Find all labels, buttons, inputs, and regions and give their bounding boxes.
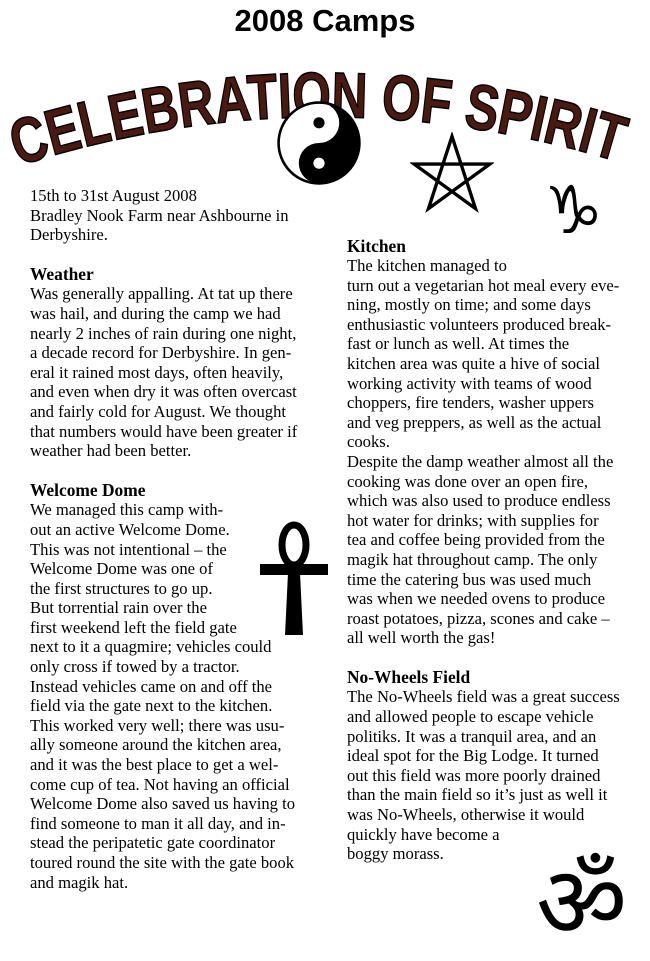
weather-line: that numbers would have been greater if	[30, 421, 298, 441]
welcome-dome-line: find someone to man it all day, and in-	[30, 813, 286, 833]
kitchen-line: enthusiastic volunteers produced break-	[347, 314, 612, 334]
welcome-dome-line: the first structures to go up.	[30, 578, 213, 598]
no-wheels-line: politiks. It was a tranquil area, and an	[347, 726, 597, 746]
kitchen-line: ning, mostly on time; and some days	[347, 295, 591, 315]
location-line: Derbyshire.	[30, 225, 108, 245]
kitchen-heading: Kitchen	[347, 236, 406, 256]
welcome-dome-line: Welcome Dome was one of	[30, 559, 213, 579]
weather-line: a decade record for Derbyshire. In gen-	[30, 343, 292, 363]
welcome-dome-line: only cross if towed by a tractor.	[30, 657, 240, 677]
kitchen-line: which was also used to produce endless	[347, 491, 611, 511]
no-wheels-line: out this field was more poorly drained	[347, 765, 601, 785]
weather-line: and even when dry it was often overcast	[30, 382, 297, 402]
yin-yang-icon	[276, 100, 362, 186]
kitchen-line: was when we needed ovens to produce	[347, 589, 606, 609]
right-column	[347, 236, 642, 864]
welcome-dome-line: out an active Welcome Dome.	[30, 519, 230, 539]
kitchen-line: all well worth the gas!	[347, 628, 496, 648]
kitchen-line: kitchen area was quite a hive of social	[347, 353, 600, 373]
kitchen-line: fast or lunch as well. At times the	[347, 334, 570, 354]
kitchen-line: hot water for drinks; with supplies for	[347, 510, 599, 530]
no-wheels-heading: No-Wheels Field	[347, 667, 471, 688]
kitchen-line: roast potatoes, pizza, scones and cake –	[347, 608, 610, 628]
kitchen-line: cooks.	[347, 432, 390, 452]
welcome-dome-line: Instead vehicles came on and off the	[30, 676, 273, 696]
welcome-dome-line: stead the peripatetic gate coordinator	[30, 833, 276, 853]
weather-heading: Weather	[30, 264, 94, 285]
no-wheels-line: than the main field so it’s just as well it	[347, 785, 608, 805]
weather-line: weather had been better.	[30, 441, 192, 461]
om-icon: ॐ	[536, 844, 628, 961]
kitchen-line: cooking was done over an open fire,	[347, 471, 588, 491]
weather-line: nearly 2 inches of rain during one night,	[30, 323, 297, 343]
banner-text: CELEBRATION OF SPIRIT	[1, 58, 644, 178]
page-year-title: 2008 Camps	[234, 3, 416, 38]
weather-line: and fairly cold for August. We thought	[30, 401, 286, 421]
kitchen-line: The kitchen managed to	[347, 256, 507, 275]
pentagram-icon	[410, 132, 494, 218]
welcome-dome-line: come cup of tea. Not having an official	[30, 774, 290, 794]
no-wheels-line: The No-Wheels field was a great success	[347, 687, 620, 707]
left-column	[30, 186, 320, 892]
welcome-dome-line: ally someone around the kitchen area,	[30, 735, 282, 755]
no-wheels-line: quickly have become a	[347, 824, 500, 844]
welcome-dome-line: We managed this camp with-	[30, 500, 224, 520]
weather-line: was hail, and during the camp we had	[30, 303, 281, 323]
no-wheels-line: ideal spot for the Big Lodge. It turned	[347, 746, 599, 766]
welcome-dome-line: This was not intentional – the	[30, 539, 227, 559]
kitchen-line: time the catering bus was used much	[347, 569, 592, 589]
welcome-dome-line: field via the gate next to the kitchen.	[30, 696, 273, 716]
weather-line: eral it rained most days, often heavily,	[30, 362, 284, 382]
welcome-dome-line: This worked very well; there was usu-	[30, 715, 285, 735]
event-dates: 15th to 31st August 2008	[30, 186, 197, 205]
kitchen-line: magik hat throughout camp. The only	[347, 549, 598, 569]
welcome-dome-line: But torrential rain over the	[30, 598, 207, 618]
kitchen-line: choppers, fire tenders, washer uppers	[347, 393, 594, 413]
welcome-dome-heading: Welcome Dome	[30, 480, 146, 501]
no-wheels-line: and allowed people to escape vehicle	[347, 707, 594, 727]
no-wheels-line: was No-Wheels, otherwise it would	[347, 805, 585, 825]
welcome-dome-line: Welcome Dome also saved us having to	[30, 794, 296, 814]
welcome-dome-line: next to it a quagmire; vehicles could	[30, 637, 272, 657]
welcome-dome-line: toured round the site with the gate book	[30, 853, 295, 872]
kitchen-line: turn out a vegetarian hot meal every eve-	[347, 275, 620, 295]
location-line: Bradley Nook Farm near Ashbourne in	[30, 205, 289, 225]
capricorn-icon: ♑	[544, 172, 604, 249]
weather-line: Was generally appalling. At tat up there	[30, 284, 293, 304]
welcome-dome-line: and it was the best place to get a wel-	[30, 755, 279, 775]
welcome-dome-line: first weekend left the field gate	[30, 617, 237, 637]
kitchen-line: tea and coffee being provided from the	[347, 530, 605, 550]
kitchen-line: and veg preppers, as well as the actual	[347, 412, 602, 432]
welcome-dome-line: and magik hat.	[30, 872, 129, 892]
no-wheels-line: boggy morass.	[347, 844, 444, 864]
kitchen-line: Despite the damp weather almost all the	[347, 451, 614, 471]
kitchen-line: working activity with teams of wood	[347, 373, 592, 393]
